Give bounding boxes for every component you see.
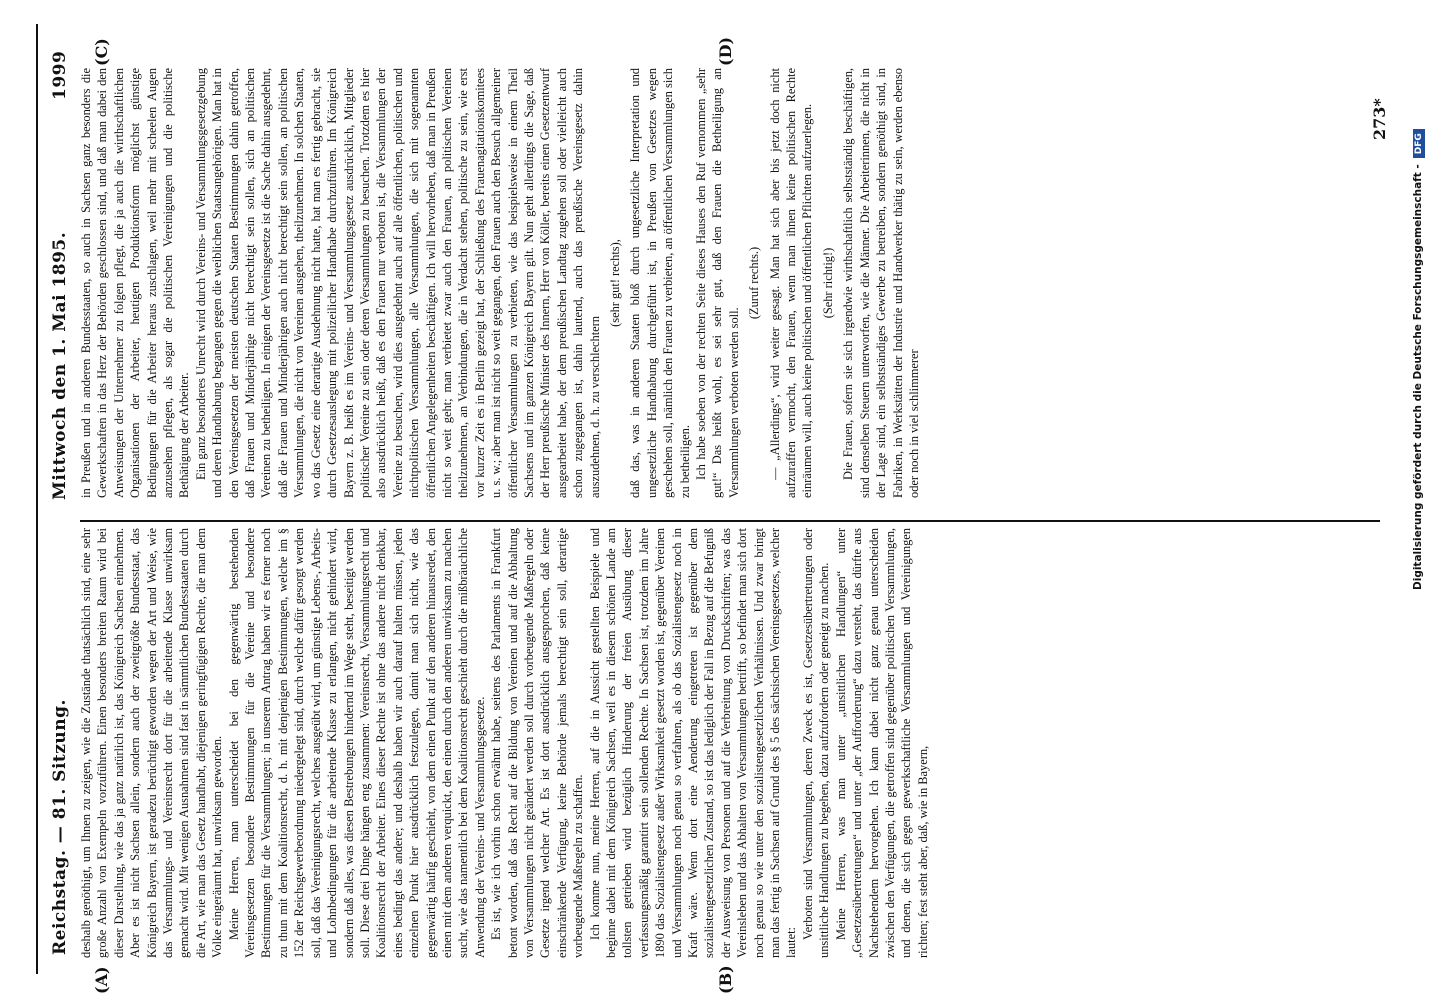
page-number: 1999 xyxy=(50,50,70,100)
header-rule xyxy=(36,24,38,974)
paragraph: Ich habe soeben von der rechten Seite dieses Hauses den Ruf vernommen „sehr gut!“ Das heißt wohl, es sei sehr gut, daß den Frauen die Betheiligung an Versammlungen verboten werden soll. xyxy=(694,68,741,498)
quoted-paragraph: Verboten sind Versammlungen, deren Zweck es ist, Gesetzesübertretungen oder unsittliche Handlungen zu begehen, dazu aufzufordern oder geneigt zu machen. xyxy=(800,528,832,958)
left-running-title: Reichstag. — 81. Sitzung. xyxy=(50,699,70,955)
credit-text: Digitalisierung gefördert durch die Deutsche Forschungsgemeinschaft - xyxy=(1412,164,1424,590)
interjection: (Zuruf rechts.) xyxy=(747,246,762,320)
footer-number: 273* xyxy=(1370,98,1389,140)
digitization-credit xyxy=(1412,129,1425,590)
marker-d: (D) xyxy=(716,36,735,66)
interjection: (sehr gut! rechts), xyxy=(608,239,622,327)
paragraph: Meine Herren, was man unter „unsittlichen Handlungen“ unter „Gesetzesübertretungen“ und unter „der Aufforderung“ dazu versteht, das dürfte aus Nachstehendem hervorgehen. Ich kann dabei nicht ganz genau unterscheiden zwischen den Verfügungen, die getroffen sind gegenüber politischen Versammlungen, und denen, die sich gegen gewerkschaftliche Versammlungen und Vereinigungen richten; fest steht aber, daß, wie in Bayern, xyxy=(833,528,930,958)
dfg-logo: DFG xyxy=(1413,129,1425,158)
column-divider xyxy=(80,520,1380,522)
paragraph: in Preußen und in anderen Bundesstaaten, so auch in Sachsen ganz besonders die Gewerkschaften in das Herz der Behörden geschlossen sind, und daß man dabei den Anweisungen der Unternehmer zu folgen pflegt, die ja auch die wirthschaftlichen Organisationen der Arbeiter, heutigen Produktionsform möglichst günstige Bedingungen für die Arbeiter heraus zuschlagen, weil mehr mit scheelen Augen anzusehen pflegen, als sogar die politischen Vereinigungen und die politische Bethätigung der Arbeiter. xyxy=(79,68,192,498)
marker-b: (B) xyxy=(716,965,735,994)
marker-c: (C) xyxy=(92,38,111,66)
right-text-column xyxy=(78,68,1378,498)
paragraph: Ein ganz besonderes Unrecht wird durch Vereins- und Versammlungsgesetzgebung und deren Handhabung begangen gegen die weiblichen Staatsangehörigen. Man hat in den Vereinsgesetzen der meisten deutschen Staaten Bestimmungen dahin getroffen, daß Frauen und Minderjährige nicht berechtigt sein sollen, sich an politischen Vereinen zu betheiligen. In einigen der Vereinsgesetze ist die Sache dahin ausgedehnt, daß die Frauen und Minderjährigen auch nicht berechtigt sein sollen, an politischen Versammlungen, die nicht von Vereinen ausgehen, theilzunehmen. In solchen Staaten, wo das Gesetz eine derartige Ausdehnung nicht hatte, hat man es fertig gebracht, sie durch Gesetzesauslegung mit polizeilicher Handhabe durchzuführen. Im Königreich Bayern z. B. heißt es im Vereins- und Versammlungsgesetz ausdrücklich, Mitglieder politischer Vereine zu sein oder deren Versammlungen zu besuchen. Trotzdem es hier also ausdrücklich heißt, daß es den Frauen nur verboten ist, die Versammlungen der Vereine zu besuchen, wird dies ausgedehnt auch auf alle öffentlichen, politischen und nichtpolitischen Versammlungen, alle Versammlungen, die sich mit sogenannten öffentlichen Angelegenheiten beschäftigen. Ich will hervorheben, daß man in Preußen nicht so weit geht; man verbietet zwar auch den Frauen, an politischen Vereinen theilzunehmen, an Verbindungen, die in Verdacht stehen, politische zu sein, wie erst vor kurzer Zeit es in Berlin gezeigt hat, der Schließung des Frauenagitationskomitees u. s. w.; aber man ist nicht so weit gegangen, den Frauen auch den Besuch allgemeiner öffentlicher Versammlungen zu verbieten, wie das beispielsweise in einem Theil Sachsens und im ganzen Königreich Bayern gilt. Nun geht allerdings die Sage, daß der Herr preußische Minister des Innern, Herr von Köller, bereits einen Gesetzentwurf ausgearbeitet habe, der dem preußischen Landtag zugehen soll oder vielleicht auch schon zugegangen ist, dahin lautend, auch das preußische Vereinsgesetz dahin auszudehnen, d. h. zu verschlechtern xyxy=(193,68,602,498)
paragraph: Die Frauen, sofern sie sich irgendwie wirthschaftlich selbstständig beschäftigen, sind denselben Steuern unterworfen, wie die Männer. Die Arbeiterinnen, die nicht in der Lage sind, ein selbstständiges Gewerbe zu betreiben, sondern genöthigt sind, in Fabriken, in Werkstätten der Industrie und Handwerker thätig zu sein, werden ebenso oder noch in viel schlimmerer xyxy=(841,68,921,498)
interjection: (Sehr richtig!) xyxy=(820,247,835,319)
paragraph: Ich komme nun, meine Herren, auf die in Aussicht gestellten Beispiele und beginne dabei mit dem Königreich Sachsen, weil es in diesem schönen Lande am tollsten getrieben wird bezüglich Hinderung der freien Ausübung dieser verfassungsmäßig garantirt sein sollenden Rechte. In Sachsen ist, trotzdem im Jahre 1890 das Sozialistengesetz außer Wirksamkeit gesetzt worden ist, gegenüber Vereinen und Versammlungen noch genau so verfahren, als ob das Sozialistengesetz noch in Kraft wäre. Wenn dort eine Aenderung eingetreten ist gegenüber dem sozialistengesetzlichen Zustand, so ist das lediglich der Fall in Bezug auf die Befugniß der Ausweisung von Personen und auf die Verbreitung von Druckschriften; was das Vereinsleben und das Abhalten von Versammlungen betrifft, so befindet man sich dort noch genau so wie unter den sozialistengesetzlichen Verhältnissen. Und zwar bringt man das fertig in Sachsen auf Grund des § 5 des sächsischen Vereinsgesetzes, welcher lautet: xyxy=(587,528,799,958)
paragraph: Es ist, wie ich vorhin schon erwähnt habe, seitens des Parlaments in Frankfurt betont worden, daß das Recht auf die Bildung von Vereinen und auf die Abhaltung von Versammlungen nicht geändert werden soll durch vorbeugende Maßregeln oder Gesetze irgend welcher Art. Es ist dort ausdrücklich ausgesprochen, daß keine einschränkende Verfügung, keine Behörde jemals berechtigt sein soll, derartige vorbeugende Maßregeln zu schaffen. xyxy=(489,528,586,958)
paragraph: deshalb genöthigt, um Ihnen zu zeigen, wie die Zustände thatsächlich sind, eine sehr große Anzahl von Exempeln vorzuführen. Einen besonders breiten Raum wird bei dieser Darstellung, wie das ja ganz natürlich ist, das Königreich Sachsen einnehmen. Aber es ist nicht Sachsen allein, sondern auch der zweitgrößte Bundesstaat, das Königreich Bayern, ist geradezu berüchtigt geworden wegen der Art und Weise, wie das Versammlungs- und Vereinsrecht dort für die arbeitende Klasse unwirksam gemacht wird. Mit wenigen Ausnahmen sind fast in sämmtlichen Bundesstaaten durch die Art, wie man das Gesetz handhabt, diejenigen geringfügigen Rechte, die man dem Volke eingeräumt hat, unwirksam geworden. xyxy=(79,528,225,958)
paragraph: Meine Herren, man unterscheidet bei den gegenwärtig bestehenden Vereinsgesetzen besondere Bestimmungen für die Vereine und besondere Bestimmungen für die Versammlungen; in unserem Antrag haben wir es ferner noch zu thun mit dem Koalitionsrecht, d. h. mit denjenigen Bestimmungen, welche im § 152 der Reichsgewerbeordnung niedergelegt sind, durch welche dafür gesorgt werden soll, daß das Vereinigungsrecht, welches ausgeübt wird, um günstige Lebens-, Arbeits- und Lohnbedingungen für die arbeitende Klasse zu erlangen, nicht gehindert wird, sondern daß alles, was diesen Bestrebungen hindernd im Wege steht, beseitigt werden soll. Diese drei Dinge hängen eng zusammen: Vereinsrecht, Versammlungsrecht und Koalitionsrecht der Arbeiter. Eines dieser Rechte ist ohne das andere nicht denkbar, eines bedingt das andere; und deshalb haben wir auch darauf halten müssen, jeden einzelnen Punkt hier ausdrücklich festzulegen, damit man sich nicht, wie das gegenwärtig häufig geschieht, von dem einen Punkt auf den anderen hinausredet, den einen mit dem anderen verquickt, den einen durch den anderen unwirksam zu machen sucht, wie das namentlich bei dem Koalitionsrecht geschieht durch die mißbräuchliche Anwendung der Vereins- und Versammlungsgesetze. xyxy=(226,528,487,958)
marker-a: (A) xyxy=(92,966,111,994)
paragraph: — „Allerdings“, wird weiter gesagt. Man hat sich aber bis jetzt doch nicht aufzuraffen vermocht, den Frauen, wenn man ihnen keine politischen Rechte einräumen will, auch keine politischen und öffentlichen Pflichten aufzuerlegen. xyxy=(767,68,815,498)
paragraph: daß das, was in anderen Staaten bloß durch ungesetzliche Interpretation und ungesetzliche Handhabung durchgeführt ist, in Preußen von Gesetzes wegen geschehen soll, nämlich den Frauen zu verbieten, an öffentlichen Versammlungen sich zu betheiligen. xyxy=(628,68,692,498)
left-text-column xyxy=(78,528,1378,958)
center-running-title: Mittwoch den 1. Mai 1895. xyxy=(50,231,70,500)
